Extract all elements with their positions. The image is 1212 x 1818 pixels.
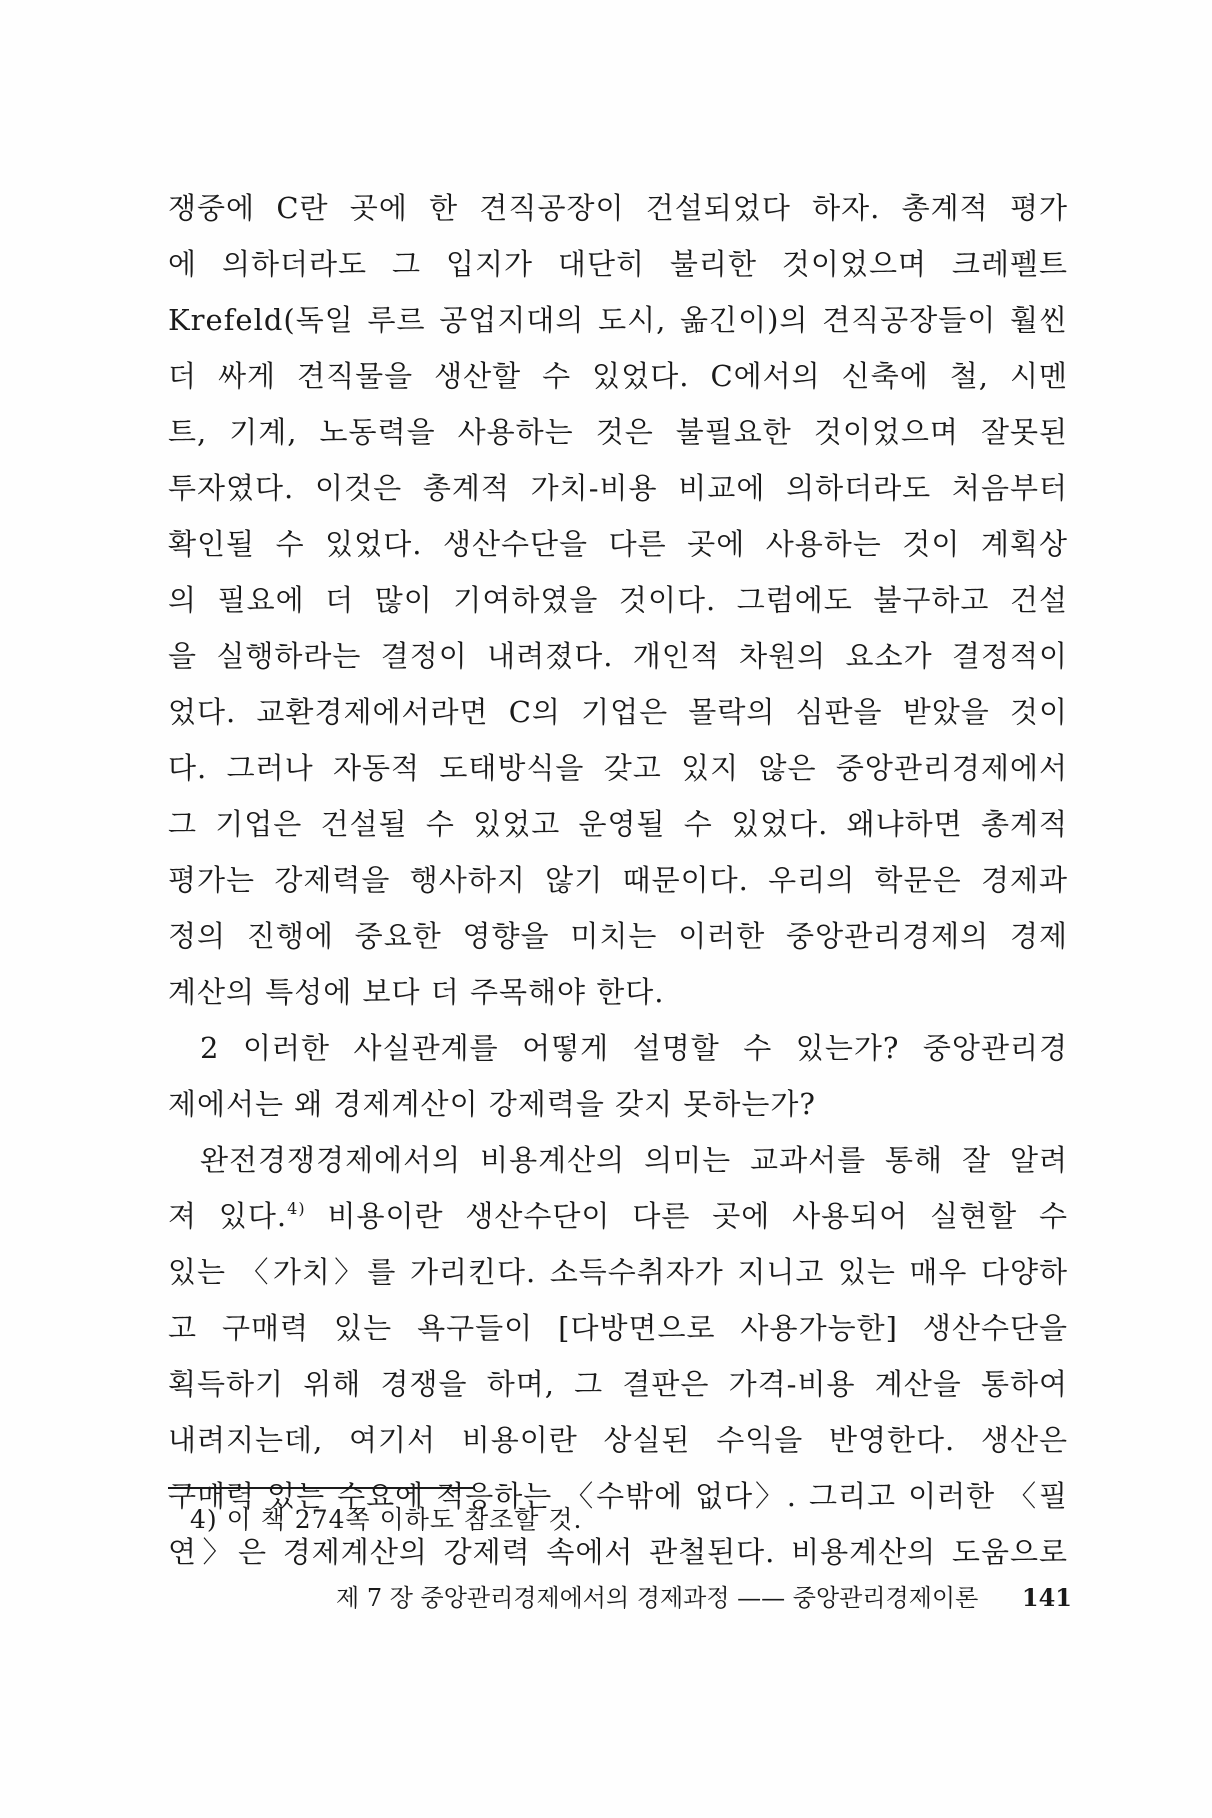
footnote-divider (168, 1487, 473, 1489)
text-line: 구매력 있는 수요에 적응하는 〈수밖에 없다〉. 그리고 이러한 〈필 (168, 1479, 1068, 1513)
text-line: 트, 기계, 노동력을 사용하는 것은 불필요한 것이었으며 잘못된 (168, 415, 1068, 449)
text-line: 평가는 강제력을 행사하지 않기 때문이다. 우리의 학문은 경제과 (168, 863, 1068, 897)
text-line: 었다. 교환경제에서라면 C의 기업은 몰락의 심판을 받았을 것이 (168, 695, 1068, 729)
text-line: 의 필요에 더 많이 기여하였을 것이다. 그럼에도 불구하고 건설 (168, 583, 1068, 617)
text-line: 더 싸게 견직물을 생산할 수 있었다. C에서의 신축에 철, 시멘 (168, 359, 1068, 393)
text-line: 내려지는데, 여기서 비용이란 상실된 수익을 반영한다. 생산은 (168, 1423, 1068, 1457)
text-line: 확인될 수 있었다. 생산수단을 다른 곳에 사용하는 것이 계획상 (168, 527, 1068, 561)
text-fragment: 져 있다. (168, 1199, 288, 1233)
text-line: 다. 그러나 자동적 도태방식을 갖고 있지 않은 중앙관리경제에서 (168, 751, 1068, 785)
text-line: 고 구매력 있는 욕구들이 [다방면으로 사용가능한] 생산수단을 (168, 1311, 1068, 1345)
text-line: 쟁중에 C란 곳에 한 견직공장이 건설되었다 하자. 총계적 평가 (168, 191, 1068, 225)
text-line: 연〉은 경제계산의 강제력 속에서 관철된다. 비용계산의 도움으로 (168, 1535, 1068, 1569)
footnote: 4) 이 책 274쪽 이하도 참조할 것. (190, 1505, 583, 1534)
text-line: 획득하기 위해 경쟁을 하며, 그 결판은 가격-비용 계산을 통하여 (168, 1367, 1068, 1401)
text-fragment: 비용이란 생산수단이 다른 곳에 사용되어 실현할 수 (305, 1199, 1068, 1233)
page-number: 141 (1021, 1583, 1072, 1612)
text-line: 계산의 특성에 보다 더 주목해야 한다. (168, 975, 665, 1009)
text-line: 있는 〈가치〉를 가리킨다. 소득수취자가 지니고 있는 매우 다양하 (168, 1255, 1068, 1289)
paragraph-start-line: 완전경쟁경제에서의 비용계산의 의미는 교과서를 통해 잘 알려 (200, 1143, 1068, 1177)
footnote-reference[interactable]: 4) (287, 1199, 306, 1218)
text-line: 에 의하더라도 그 입지가 대단히 불리한 것이었으며 크레펠트 (168, 247, 1068, 281)
body-text (168, 180, 1068, 1580)
text-line: 을 실행하라는 결정이 내려졌다. 개인적 차원의 요소가 결정적이 (168, 639, 1068, 673)
text-line: Krefeld(독일 루르 공업지대의 도시, 옮긴이)의 견직공장들이 훨씬 (168, 303, 1068, 337)
running-footer (336, 1580, 1072, 1616)
text-line-with-footnote-ref (168, 1188, 1068, 1244)
chapter-title: 제 7 장 중앙관리경제에서의 경제과정 —— 중앙관리경제이론 (336, 1584, 979, 1612)
text-line: 그 기업은 건설될 수 있었고 운영될 수 있었다. 왜냐하면 총계적 (168, 807, 1068, 841)
text-line: 정의 진행에 중요한 영향을 미치는 이러한 중앙관리경제의 경제 (168, 919, 1068, 953)
section-2-heading-line: 2 이러한 사실관계를 어떻게 설명할 수 있는가? 중앙관리경 (200, 1031, 1068, 1065)
text-line: 제에서는 왜 경제계산이 강제력을 갖지 못하는가? (168, 1087, 816, 1121)
text-line: 투자였다. 이것은 총계적 가치-비용 비교에 의하더라도 처음부터 (168, 471, 1068, 505)
